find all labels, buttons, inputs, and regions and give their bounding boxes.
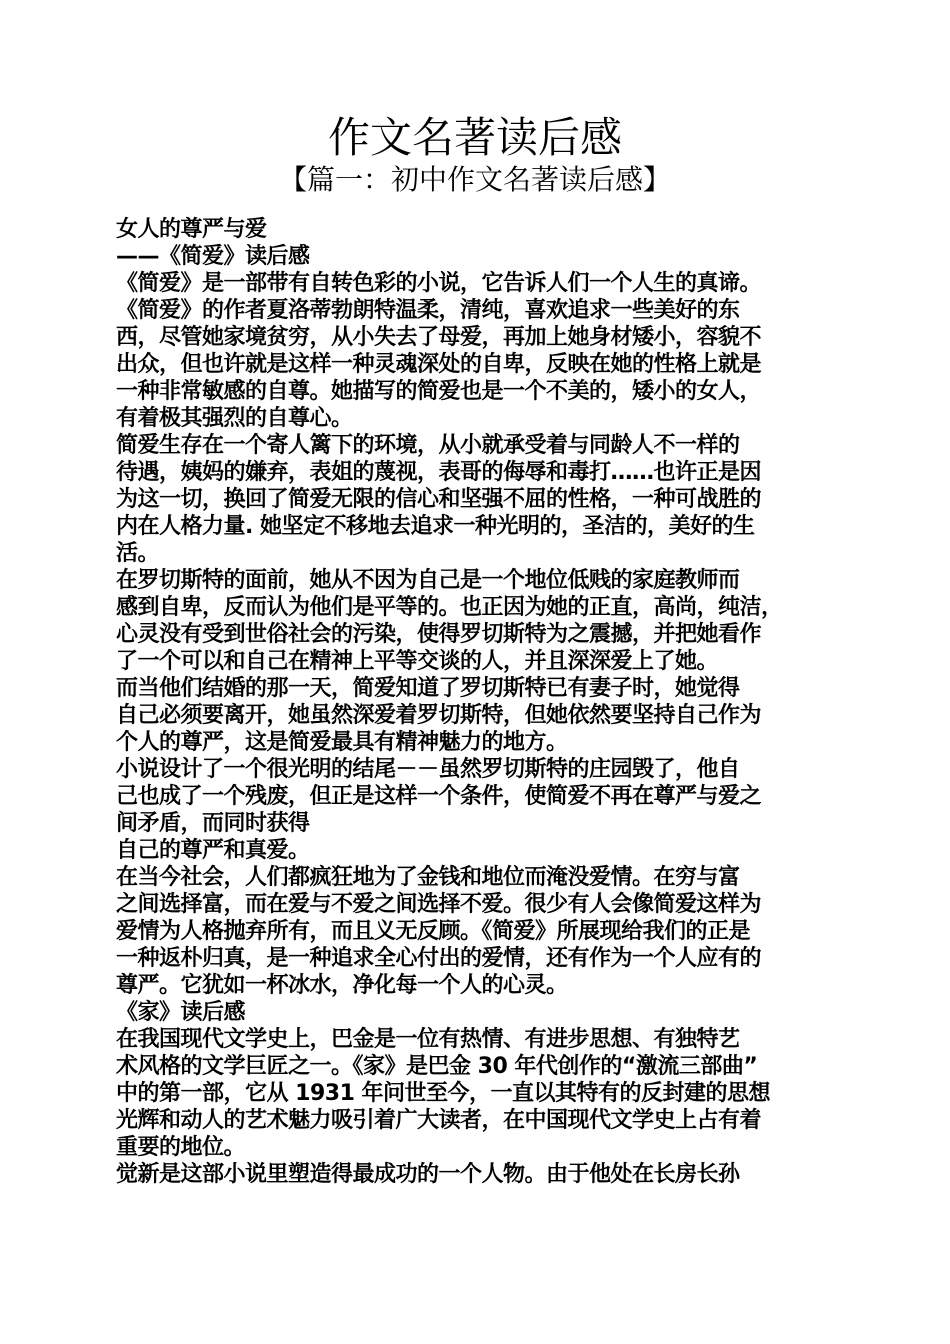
body-text-line: 间矛盾，而同时获得 — [116, 811, 310, 836]
body-text-line: 了一个可以和自己在精神上平等交谈的人，并且深深爱上了她。 — [116, 649, 719, 674]
body-text-line: 女人的尊严与爱 — [116, 217, 267, 242]
document-body — [116, 216, 840, 1188]
body-text-line: 一种返朴归真，是一种追求全心付出的爱情，还有作为一个人应有的 — [116, 946, 762, 971]
body-text-line: ——《简爱》读后感 — [116, 244, 310, 269]
body-text-line: 出众，但也许就是这样一种灵魂深处的自卑，反映在她的性格上就是 — [116, 352, 762, 377]
document-subtitle: 【篇一：初中作文名著读后感】 — [278, 163, 671, 196]
body-text-line: 中的第一部，它从 1931 年问世至今，一直以其特有的反封建的思想 — [116, 1081, 771, 1106]
body-text-line: 之间选择富，而在爱与不爱之间选择不爱。很少有人会像简爱这样为 — [116, 892, 762, 917]
body-text-line: 术风格的文学巨匠之一。《家》是巴金 30 年代创作的“激流三部曲” — [116, 1054, 758, 1079]
body-text-line: 一种非常敏感的自尊。她描写的简爱也是一个不美的，矮小的女人， — [116, 379, 762, 404]
body-text-line: 光辉和动人的艺术魅力吸引着广大读者，在中国现代文学史上占有着 — [116, 1108, 762, 1133]
body-text-line: 西，尽管她家境贫穷，从小失去了母爱，再加上她身材矮小，容貌不 — [116, 325, 762, 350]
body-text-line: 己也成了一个残废，但正是这样一个条件，使简爱不再在尊严与爱之 — [116, 784, 762, 809]
body-text-line: 《家》读后感 — [116, 1000, 246, 1025]
body-text-line: 重要的地位。 — [116, 1135, 246, 1160]
body-text-line: 《简爱》是一部带有自转色彩的小说，它告诉人们一个人生的真谛。 — [116, 271, 762, 296]
body-text-line: 简爱生存在一个寄人篱下的环境，从小就承受着与同龄人不一样的 — [116, 433, 740, 458]
document-title: 作文名著读后感 — [327, 113, 622, 162]
body-text-line: 内在人格力量. 她坚定不移地去追求一种光明的，圣洁的，美好的生 — [116, 514, 755, 539]
body-text-line: 心灵没有受到世俗社会的污染，使得罗切斯特为之震撼，并把她看作 — [116, 622, 762, 647]
body-text-line: 自己的尊严和真爱。 — [116, 838, 310, 863]
body-text-line: 而当他们结婚的那一天，简爱知道了罗切斯特已有妻子时，她觉得 — [116, 676, 740, 701]
body-text-line: 爱情为人格抛弃所有，而且义无反顾。《简爱》所展现给我们的正是 — [116, 919, 751, 944]
body-text-line: 《简爱》的作者夏洛蒂勃朗特温柔，清纯，喜欢追求一些美好的东 — [116, 298, 740, 323]
body-text-line: 觉新是这部小说里塑造得最成功的一个人物。由于他处在长房长孙 — [116, 1162, 740, 1187]
body-text-line: 为这一切，换回了简爱无限的信心和坚强不屈的性格，一种可战胜的 — [116, 487, 762, 512]
body-text-line: 感到自卑，反而认为他们是平等的。也正因为她的正直，高尚，纯洁， — [116, 595, 783, 620]
body-text-line: 小说设计了一个很光明的结尾－－虽然罗切斯特的庄园毁了，他自 — [116, 757, 740, 782]
body-text-line: 有着极其强烈的自尊心。 — [116, 406, 353, 431]
body-text-line: 尊严。它犹如一杯冰水，净化每一个人的心灵。 — [116, 973, 568, 998]
body-text-line: 在当今社会，人们都疯狂地为了金钱和地位而淹没爱情。在穷与富 — [116, 865, 740, 890]
body-text-line: 个人的尊严，这是简爱最具有精神魅力的地方。 — [116, 730, 568, 755]
body-text-line: 活。 — [116, 541, 160, 566]
body-text-line: 在罗切斯特的面前，她从不因为自己是一个地位低贱的家庭教师而 — [116, 568, 740, 593]
body-text-line: 在我国现代文学史上，巴金是一位有热情、有进步思想、有独特艺 — [116, 1027, 740, 1052]
body-text-line: 待遇，姨妈的嫌弃，表姐的蔑视，表哥的侮辱和毒打……也许正是因 — [116, 460, 762, 485]
body-text-line: 自己必须要离开，她虽然深爱着罗切斯特，但她依然要坚持自己作为 — [116, 703, 762, 728]
